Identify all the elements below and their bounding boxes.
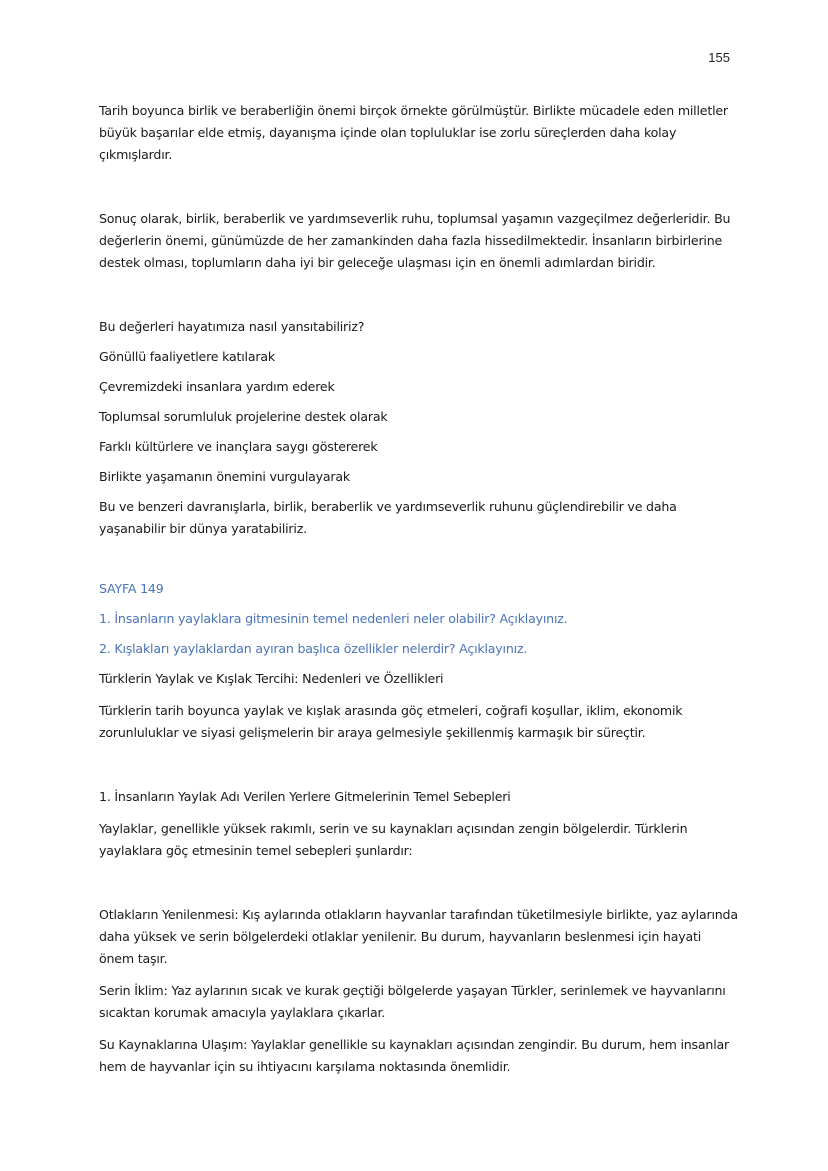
section-title: Türklerin Yaylak ve Kışlak Tercihi: Nedenleri ve Özellikleri [99, 671, 444, 686]
reason-pasture-renewal: Otlakların Yenilenmesi: Kış aylarında otlakların hayvanlar tarafından tüketilmesiyle birlikte, yaz aylarında daha yüksek ve serin bölgelerdeki otlaklar yenilenir. Bu durum, hayvanların beslenmesi için hayati önem taşır. [99, 907, 738, 966]
reason-water-access: Su Kaynaklarına Ulaşım: Yaylaklar genellikle su kaynakları açısından zengindir. Bu durum, hem insanlar hem de hayvanlar için su ihtiyacını karşılama noktasında önemlidir. [99, 1037, 729, 1074]
reason-cool-climate: Serin İklim: Yaz aylarının sıcak ve kurak geçtiği bölgelerde yaşayan Türkler, serinlemek ve hayvanlarını sıcaktan korumak amacıyla yaylaklara çıkarlar. [99, 983, 726, 1020]
list-item: Çevremizdeki insanlara yardım ederek [99, 379, 335, 394]
question-1: 1. İnsanların yaylaklara gitmesinin temel nedenleri neler olabilir? Açıklayınız. [99, 611, 568, 626]
question-2: 2. Kışlakları yaylaklardan ayıran başlıca özellikler nelerdir? Açıklayınız. [99, 641, 528, 656]
page-body [99, 100, 739, 1078]
sub-heading: 1. İnsanların Yaylak Adı Verilen Yerlere Gitmelerinin Temel Sebepleri [99, 789, 511, 804]
list-item: Toplumsal sorumluluk projelerine destek olarak [99, 409, 388, 424]
section-page-ref: SAYFA 149 [99, 581, 164, 596]
question-reflect-values: Bu değerleri hayatımıza nasıl yansıtabiliriz? [99, 319, 365, 334]
page-number: 155 [708, 50, 730, 65]
paragraph-summary: Bu ve benzeri davranışlarla, birlik, beraberlik ve yardımseverlik ruhunu güçlendirebilir ve daha yaşanabilir bir dünya yaratabiliriz. [99, 499, 677, 536]
paragraph-sub-intro: Yaylaklar, genellikle yüksek rakımlı, serin ve su kaynakları açısından zengin bölgelerdir. Türklerin yaylaklara göç etmesinin temel sebepleri şunlardır: [99, 821, 688, 858]
list-item: Gönüllü faaliyetlere katılarak [99, 349, 275, 364]
list-item: Birlikte yaşamanın önemini vurgulayarak [99, 469, 351, 484]
list-item: Farklı kültürlere ve inançlara saygı göstererek [99, 439, 378, 454]
paragraph-intro: Türklerin tarih boyunca yaylak ve kışlak arasında göç etmeleri, coğrafi koşullar, iklim, ekonomik zorunluluklar ve siyasi gelişmelerin bir araya gelmesiyle şekillenmiş karmaşık bir süreçtir. [99, 703, 683, 740]
paragraph-conclusion: Sonuç olarak, birlik, beraberlik ve yardımseverlik ruhu, toplumsal yaşamın vazgeçilmez değerleridir. Bu değerlerin önemi, günümüzde de her zamankinden daha fazla hissedilmektedir. İnsanların birbirlerine destek olması, toplumların daha iyi bir geleceğe ulaşması için en önemli adımlardan biridir. [99, 211, 731, 270]
paragraph-unity-history: Tarih boyunca birlik ve beraberliğin önemi birçok örnekte görülmüştür. Birlikte mücadele eden milletler büyük başarılar elde etmiş, dayanışma içinde olan topluluklar ise zorlu süreçlerden daha kolay çıkmışlardır. [99, 103, 728, 162]
